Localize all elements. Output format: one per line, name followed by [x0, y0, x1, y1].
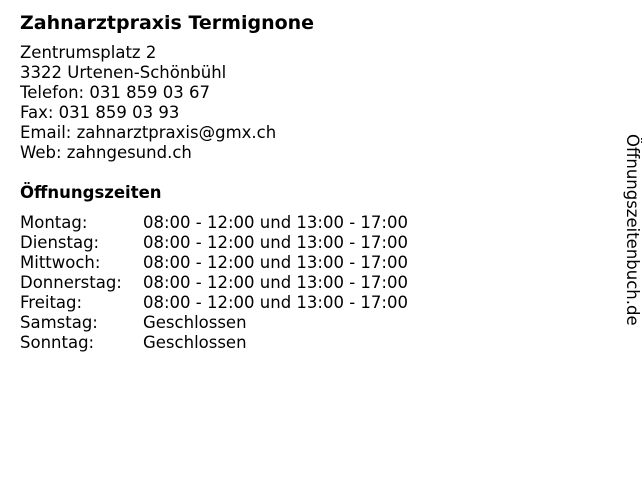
hours-row-friday: [20, 293, 408, 313]
day-label: Sonntag:: [20, 333, 95, 352]
phone-number: Telefon: 031 859 03 67: [20, 83, 211, 102]
day-label: Donnerstag:: [20, 273, 122, 292]
contact-block: [20, 43, 276, 163]
hours-row-wednesday: [20, 253, 408, 273]
time-value: 08:00 - 12:00 und 13:00 - 17:00: [143, 273, 408, 292]
hours-row-sunday: [20, 333, 408, 353]
opening-hours-table: [20, 213, 408, 353]
practice-name: Zahnarztpraxis Termignone: [20, 12, 315, 34]
day-label: Samstag:: [20, 313, 98, 332]
day-label: Freitag:: [20, 293, 83, 312]
time-value: 08:00 - 12:00 und 13:00 - 17:00: [143, 293, 408, 312]
time-value: 08:00 - 12:00 und 13:00 - 17:00: [143, 253, 408, 272]
hours-row-monday: [20, 213, 408, 233]
side-brand-text: Öffnungszeitenbuch.de: [623, 134, 642, 326]
opening-hours-heading: Öffnungszeiten: [20, 183, 162, 202]
side-brand-watermark: [622, 134, 642, 336]
email-address: Email: zahnarztpraxis@gmx.ch: [20, 123, 277, 142]
city-address: 3322 Urtenen-Schönbühl: [20, 63, 227, 82]
fax-number: Fax: 031 859 03 93: [20, 103, 180, 122]
time-value: Geschlossen: [143, 333, 247, 352]
day-label: Montag:: [20, 213, 88, 232]
day-label: Dienstag:: [20, 233, 100, 252]
time-value: 08:00 - 12:00 und 13:00 - 17:00: [143, 233, 408, 252]
time-value: Geschlossen: [143, 313, 247, 332]
website: Web: zahngesund.ch: [20, 143, 192, 162]
street-address: Zentrumsplatz 2: [20, 43, 157, 62]
hours-row-saturday: [20, 313, 408, 333]
hours-row-tuesday: [20, 233, 408, 253]
time-value: 08:00 - 12:00 und 13:00 - 17:00: [143, 213, 408, 232]
hours-row-thursday: [20, 273, 408, 293]
day-label: Mittwoch:: [20, 253, 101, 272]
